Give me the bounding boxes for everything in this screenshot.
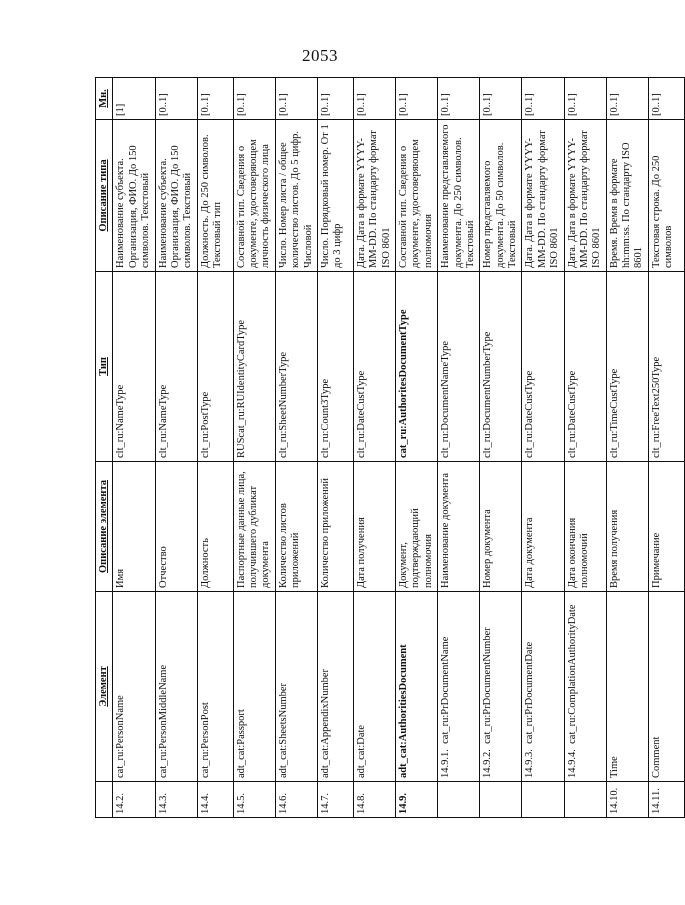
table-row [233, 78, 275, 818]
code-separator [482, 744, 493, 749]
cell-element: cat_ru:PersonName [113, 592, 155, 782]
cell-code: 14.8. [353, 782, 395, 818]
cell-multiplicity: [0..1] [438, 78, 480, 120]
cell-multiplicity: [0..1] [606, 78, 648, 120]
code-separator [524, 744, 535, 749]
cell-type: RUScat_ru:RUIdentityCardType [233, 272, 275, 462]
cell-description: Дата документа [522, 462, 564, 592]
cell-multiplicity: [0..1] [353, 78, 395, 120]
table-row [155, 78, 197, 818]
cell-multiplicity: [0..1] [233, 78, 275, 120]
cell-code: 14.6. [275, 782, 317, 818]
header-multiplicity: Мн. [96, 78, 113, 120]
cell-element: cat_ru:PrDocumentNumber [482, 627, 494, 744]
cell-code: 14.5. [233, 782, 275, 818]
table-row [317, 78, 353, 818]
cell-description: Наименование документа [438, 462, 480, 592]
cell-multiplicity: [0..1] [275, 78, 317, 120]
cell-type-description: Должность. До 250 символов. Текстовый тип [197, 120, 233, 272]
cell-code: 14.9.4. [566, 749, 578, 778]
cell-element: Time [606, 592, 648, 782]
table-row [113, 78, 155, 818]
cell-code: 14.9.3. [524, 749, 536, 778]
cell-code: 14.3. [155, 782, 197, 818]
cell-multiplicity: [0..1] [317, 78, 353, 120]
table-header-row [96, 78, 113, 818]
cell-description: Паспортные данные лица, получившего дубликат документа [233, 462, 275, 592]
cell-element: adt_cat:Date [353, 592, 395, 782]
cell-type: cat_ru:AuthoritesDocumentType [396, 272, 438, 462]
cell-code: 14.4. [197, 782, 233, 818]
table-row [606, 78, 648, 818]
cell-type: clt_ru:DocumentNumberType [480, 272, 522, 462]
indent-cell [564, 782, 606, 818]
cell-type-description: Наименование субъекта. Организация, ФИО. До 150 символов. Текстовый [113, 120, 155, 272]
cell-type: clt_ru:NameType [155, 272, 197, 462]
table-row [648, 78, 684, 818]
cell-type-description: Дата. Дата в формате YYYY-MM-DD. По стандарту формат ISO 8601 [564, 120, 606, 272]
cell-type: clt_ru:SheetNumberType [275, 272, 317, 462]
indent-cell [480, 782, 522, 818]
indent-cell [522, 782, 564, 818]
cell-element: cat_ru:PrDocumentDate [524, 641, 536, 744]
header-type-description: Описание типа [96, 120, 113, 272]
header-element: Элемент [96, 592, 113, 782]
cell-multiplicity: [1] [113, 78, 155, 120]
table-row [275, 78, 317, 818]
table-row [438, 78, 480, 818]
cell-code-element [480, 592, 522, 782]
cell-description: Количество листов приложений [275, 462, 317, 592]
cell-type-description: Время. Время в формате hh:mm:ss. По стандарту ISO 8601 [606, 120, 648, 272]
cell-element: adt_cat:AuthoritiesDocument [396, 592, 438, 782]
cell-code-element [438, 592, 480, 782]
cell-description: Количество приложений [317, 462, 353, 592]
cell-type-description: Составной тип. Сведения о документе, удостоверяющем личность физического лица [233, 120, 275, 272]
code-separator [567, 744, 578, 749]
cell-description: Имя [113, 462, 155, 592]
cell-description: Время получения [606, 462, 648, 592]
cell-type: clt_ru:DocumentNameType [438, 272, 480, 462]
cell-type-description: Наименование субъекта. Организация, ФИО. До 150 символов. Текстовый [155, 120, 197, 272]
cell-type-description: Текстовая строка. До 250 символов [648, 120, 684, 272]
cell-code: 14.10. [606, 782, 648, 818]
table-row [396, 78, 438, 818]
cell-type: clt_ru:DateCustType [522, 272, 564, 462]
cell-element: cat_ru:PersonPost [197, 592, 233, 782]
table-row [564, 78, 606, 818]
table-row [522, 78, 564, 818]
code-separator [440, 744, 451, 749]
cell-type-description: Число. Порядковый номер. От 1 до 3 цифр [317, 120, 353, 272]
cell-code: 14.9.1. [440, 749, 452, 778]
rotated-table-container [95, 78, 675, 818]
cell-type-description: Номер представляемого документа. До 50 символов. Текстовый [480, 120, 522, 272]
cell-element: adt_cat:Passport [233, 592, 275, 782]
page-number: 2053 [302, 46, 338, 65]
cell-type: clt_ru:NameType [113, 272, 155, 462]
cell-multiplicity: [0..1] [197, 78, 233, 120]
cell-description: Должность [197, 462, 233, 592]
header-code [96, 782, 113, 818]
cell-code: 14.11. [648, 782, 684, 818]
cell-type-description: Дата. Дата в формате YYYY-MM-DD. По стандарту формат ISO 8601 [353, 120, 395, 272]
cell-element: Comment [648, 592, 684, 782]
cell-multiplicity: [0..1] [564, 78, 606, 120]
cell-type-description: Составной тип. Сведения о документе, удостоверяющем полномочия [396, 120, 438, 272]
cell-element: cat_ru:PersonMiddleName [155, 592, 197, 782]
cell-multiplicity: [0..1] [480, 78, 522, 120]
table-row [480, 78, 522, 818]
header-description: Описание элемента [96, 462, 113, 592]
cell-element: adt_cat:SheetsNumber [275, 592, 317, 782]
cell-description: Документ, подтверждающий полномочия [396, 462, 438, 592]
cell-description: Номер документа [480, 462, 522, 592]
cell-code-element [564, 592, 606, 782]
cell-description: Примечание [648, 462, 684, 592]
table-row [353, 78, 395, 818]
cell-type-description: Наименование представляемого документа. До 250 символов. Текстовый [438, 120, 480, 272]
cell-type: clt_ru:FreeText250Type [648, 272, 684, 462]
cell-multiplicity: [0..1] [648, 78, 684, 120]
specification-table [95, 77, 685, 818]
cell-element: cat_ru:PrDocumentName [440, 636, 452, 744]
cell-type: clt_ru:DateCustType [353, 272, 395, 462]
cell-code: 14.9.2. [482, 749, 494, 778]
cell-type: clt_ru:PostType [197, 272, 233, 462]
cell-description: Дата окончания полномочий [564, 462, 606, 592]
cell-type: clt_ru:DateCustType [564, 272, 606, 462]
cell-element: adt_cat:AppendixNumber [317, 592, 353, 782]
table-row [197, 78, 233, 818]
cell-type: clt_ru:Count3Type [317, 272, 353, 462]
cell-description: Отчество [155, 462, 197, 592]
cell-code-element [522, 592, 564, 782]
cell-type: clt_ru:TimeCustType [606, 272, 648, 462]
cell-element: cat_ru:ComplationAuthorityDate [566, 604, 578, 744]
cell-code: 14.2. [113, 782, 155, 818]
indent-cell [438, 782, 480, 818]
cell-code: 14.9. [396, 782, 438, 818]
cell-description: Дата получения [353, 462, 395, 592]
cell-multiplicity: [0..1] [522, 78, 564, 120]
cell-type-description: Дата. Дата в формате YYYY-MM-DD. По стандарту формат ISO 8601 [522, 120, 564, 272]
cell-multiplicity: [0..1] [396, 78, 438, 120]
cell-type-description: Число. Номер листа / общее количество листов. До 5 цифр. Числовой [275, 120, 317, 272]
header-type: Тип [96, 272, 113, 462]
cell-multiplicity: [0..1] [155, 78, 197, 120]
cell-code: 14.7. [317, 782, 353, 818]
